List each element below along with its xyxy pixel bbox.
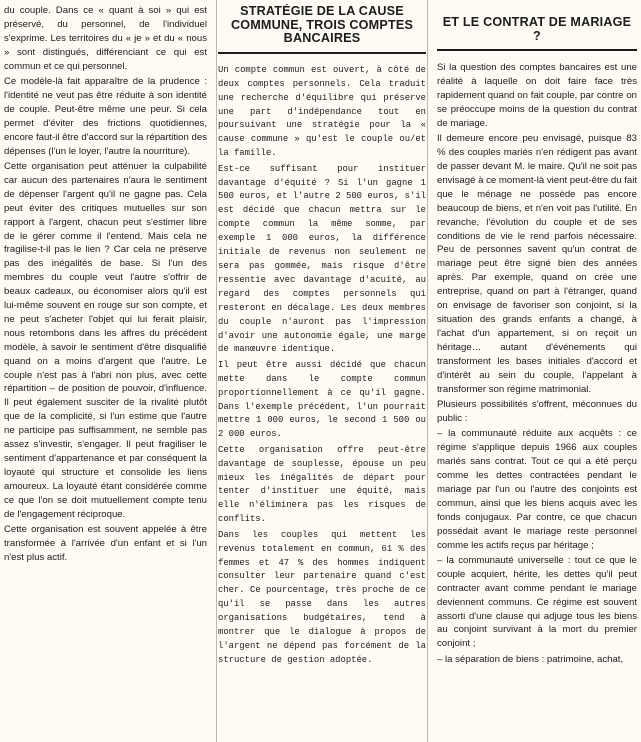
paragraph: Un compte commun est ouvert, à côté de deux comptes personnels. Cela traduit une recherche d'équilibre qui préserve une part d'indépendance tout en poursuivant une stratégie pour la « cause commune » qu'est le couple ou/et la famille. xyxy=(218,64,426,159)
paragraph: Cette organisation peut atténuer la culpabilité car aucun des partenaires n'aura le sentiment de dépenser l'argent qu'il ne gagne pas. Cela peut éviter des critiques mutuelles sur son rapport à l'argent, chacun peut s'estimer libre de le gérer comme il l'entend. Mais cela ne fragilise-t-il pas le lien ? Car cela ne préserve pas des inégalités de base. Si l'un des membres du couple veut l'autre s'offrir de beaux cadeaux, ou économiser alors qu'il est lui-même souvent en rouge sur son compte, et ne peut s'acheter l'objet qui lui ferait plaisir, nous retombons dans les affres du précédent modèle, à savoir le sentiment d'être disqualifié quand on a moins d'argent que l'autre. Le couple n'est pas à l'abri non plus, avec cette répartition – de position de pouvoir, d'influence. Il peut également susciter de la rivalité plutôt que de la complicité, si l'un estime que l'autre ne participe pas suffisamment, ne semble pas assez s'investir, s'engager. Il peut fragiliser le sentiment d'appartenance et par conséquent la loyauté qui structure et consolide les liens amoureux. La loyauté étant considérée comme ce que l'on se doit mutuellement compte tenu de l'engagement réciproque. xyxy=(4,160,207,520)
paragraph: Dans les couples qui mettent les revenus totalement en commun, 61 % des femmes et 47 % des hommes indiquent consulter leur partenaire quand c'est cher. Ce pourcentage, très proche de ce qu'il se passe dans les autres organisations budgétaires, tend à montrer que le dialogue à propos de l'argent ne dépend pas forcément de la structure de gestion adoptée. xyxy=(218,529,426,665)
paragraph: Il demeure encore peu envisagé, puisque 83 % des couples mariés n'en rédigent pas avant de passer devant M. le maire. Qu'il ne soit pas envisagé à ce moment-là vient peut-être du fait que le ménage ne possède pas encore beaucoup de biens, et n'en voit pas l'utilité. En revanche, l'évolution du couple et de ses conditions de vie le rend parfois nécessaire. Peu de personnes savent qu'un contrat de mariage peut être signé bien des années après. Par exemple, quand on crée une entreprise, quand on part à l'étranger, quand on envisage de favoriser son conjoint, si la situation des grands enfants a changé, à l'achat d'un appartement, si on reçoit un héritage… autant d'événements qui transforment les bases initiales d'accord et d'intérêt au sein du couple, l'appelant à transformer son régime matrimonial. xyxy=(437,133,637,395)
column-divider xyxy=(427,0,428,742)
paragraph: Cette organisation offre peut-être davantage de souplesse, épouse un peu mieux les inégalités de départ pour tenter d'instituer une équité, mais elle n'éliminera pas les risques de conflits. xyxy=(218,444,426,525)
paragraph: Si la question des comptes bancaires est une réalité à laquelle on doit faire face très rapidement quand on fait couple, par contre on se préoccupe moins de la question du contrat de mariage. xyxy=(437,62,637,129)
list-item: – la communauté réduite aux acquêts : ce régime s'applique depuis 1966 aux couples mariés sans contrat. Tout ce qui a été perçu comme les dettes contractées pendant le mariage par l'un ou l'autre des conjoints est commun, ainsi que les biens acquis avec les fonds conjugaux. Par contre, ce que chacun possédait avant le mariage reste personnel comme les actifs reçus par héritage ; xyxy=(437,428,637,551)
paragraph: Cette organisation est souvent appelée à être transformée à l'arrivée d'un enfant et si l'un n'est plus actif. xyxy=(4,524,207,563)
section-heading: STRATÉGIE DE LA CAUSE COMMUNE, TROIS COMPTES BANCAIRES xyxy=(218,5,426,54)
section-heading: ET LE CONTRAT DE MARIAGE ? xyxy=(437,16,637,51)
paragraph: Plusieurs possibilités s'offrent, méconnues du public : xyxy=(437,398,637,424)
paragraph: Il peut être aussi décidé que chacun mette dans le compte commun proportionnellement à ce qu'il gagne. Dans l'exemple précédent, l'un pourrait mettre 1 000 euros, le second 1 500 ou 2 000 euros. xyxy=(218,359,426,440)
list-item: – la séparation de biens : patrimoine, achat, xyxy=(437,653,624,665)
paragraph: Est-ce suffisant pour instituer davantage d'équité ? Si l'un gagne 1 500 euros, et l'autre 2 500 euros, s'il est décidé que chacun mettra sur le compte commun la même somme, par exemple 1 000 euros, la différence initiale de revenus non seulement ne sera pas gommée, mais risque d'être ressentie avec davantage d'acuité, au regard des comptes personnels qui resteront en décalage. Les deux membres du couple n'auront pas l'impression d'avoir une autonomie égale, une marge de manœuvre identique. xyxy=(218,163,426,355)
left-column xyxy=(4,4,207,742)
right-column xyxy=(437,4,637,742)
list-item: – la communauté universelle : tout ce que le couple acquiert, hérite, les dettes qu'il peut contracter avant comme pendant le mariage deviennent communs. Ce régime est souvent assorti d'une clause qui adjuge tous les biens au conjoint survivant à la mort du premier conjoint ; xyxy=(437,554,637,650)
paragraph: Ce modèle-là fait apparaître de la prudence : l'identité ne veut pas être réduite à son identité de couple. Peut-être même une peur. Si cela permet d'éviter des frictions quotidiennes, encore faut-il être d'accord sur la répartition des dépenses (l'un le loyer, l'autre la nourriture). xyxy=(4,76,207,157)
column-divider xyxy=(216,0,217,742)
paragraph: du couple. Dans ce « quant à soi » qui est préservé, du personnel, de l'individuel s'exprime. Les territoires du « je » et du « nous » sont distingués, différenciant ce qui est commun et ce qui personnel. xyxy=(4,5,207,72)
middle-column xyxy=(218,4,426,742)
